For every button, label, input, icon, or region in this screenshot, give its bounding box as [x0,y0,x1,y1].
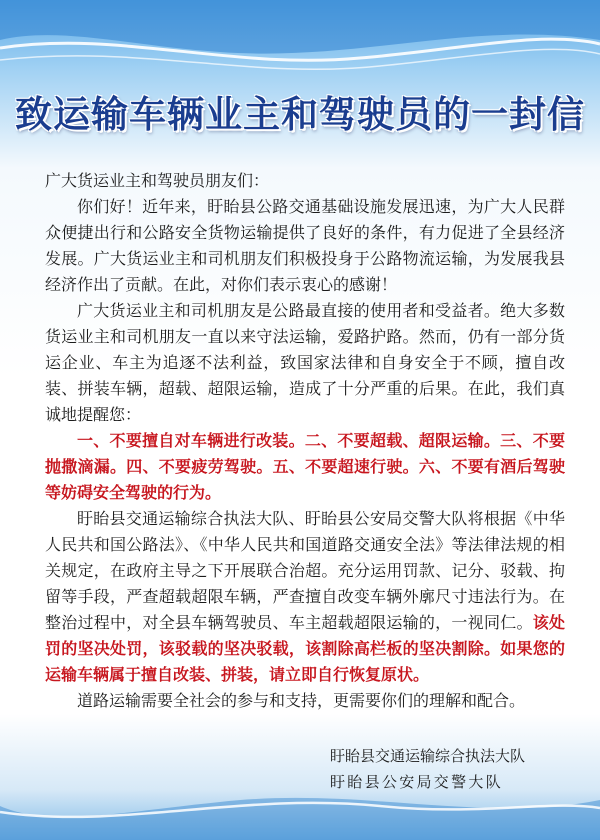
paragraph-greeting: 你们好！近年来，盱眙县公路交通基础设施发展迅速，为广大人民群众便捷出行和公路安全货物运输提供了良好的条件，有力促进了全县经济发展。广大货运业主和司机朋友们积极投身于公路物流运输，为发展我县经济作出了贡献。在此，对你们表示衷心的感谢！ [45,197,565,294]
signature-traffic-police: 盱眙县公安局交警大队 [330,773,504,791]
letter-body [45,168,565,714]
paragraph-enforcement [45,506,565,688]
salutation: 广大货运业主和驾驶员朋友们： [45,171,270,190]
paragraph-situation: 广大货运业主和司机朋友是公路最直接的使用者和受益者。绝大多数货运业主和司机朋友一直以来守法运输，爱路护路。然而，仍有一部分货运企业、车主为追逐不法利益，致国家法律和自身安全于不顾，擅自改装、拼装车辆，超载、超限运输，造成了十分严重的后果。在此，我们真诚地提醒您： [45,301,565,424]
enforcement-text: 盱眙县交通运输综合执法大队、盱眙县公安局交警大队将根据《中华人民共和国公路法》、《中华人民共和国道路交通安全法》等法律法规的相关规定，在政府主导之下开展联合治超。充分运用罚款、记分、驳载、拘留等手段，严查超载超限车辆，严查擅自改变车辆外廓尺寸违法行为。在整治过程中，对全县车辆驾驶员、车主超载超限运输的，一视同仁。 [45,509,565,632]
page-title: 致运输车辆业主和驾驶员的一封信 [15,92,585,136]
enforcement-warning: 该处罚的坚决处罚，该驳载的坚决驳载，该割除高栏板的坚决割除。如果您的运输车辆属于擅自改装、拼装，请立即自行恢复原状。 [45,613,565,684]
paragraph-closing: 道路运输需要全社会的参与和支持，更需要你们的理解和配合。 [77,691,526,710]
signature-block [330,743,570,795]
reminders-list: 一、不要擅自对车辆进行改装。二、不要超载、超限运输。三、不要抛撒滴漏。四、不要疲劳驾驶。五、不要超速行驶。六、不要有酒后驾驶等妨碍安全驾驶的行为。 [45,431,565,502]
signature-transport-enforcement: 盱眙县交通运输综合执法大队 [330,747,526,765]
